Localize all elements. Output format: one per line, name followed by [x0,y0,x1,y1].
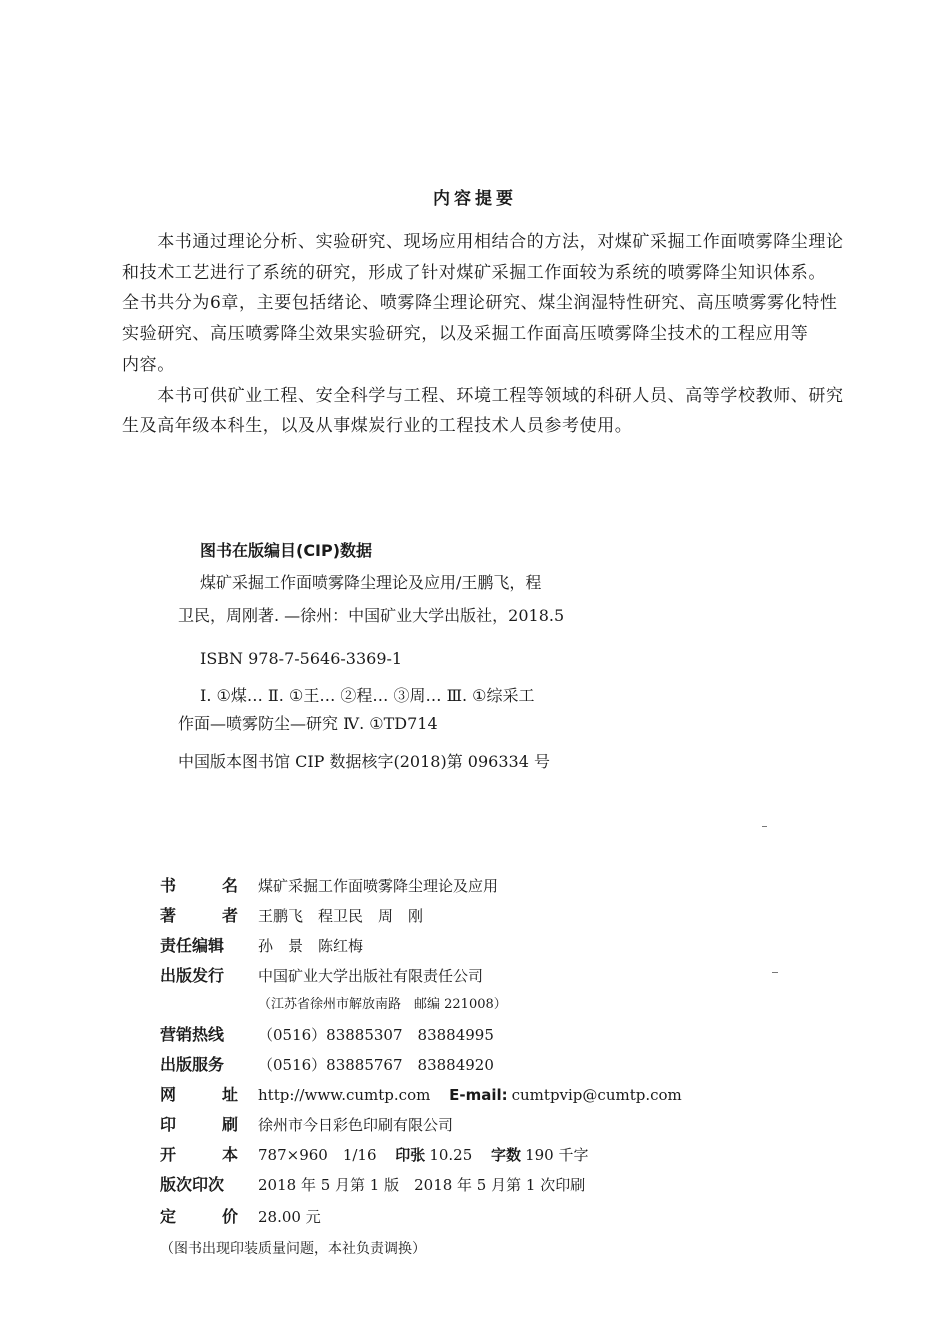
cip-line: 卫民，周刚著. —徐州：中国矿业大学出版社，2018.5 [178,606,565,625]
email-label: E-mail: [449,1086,508,1104]
price-value: 28.00 元 [258,1208,321,1226]
summary-line: 实验研究、高压喷雾降尘效果实验研究，以及采掘工作面高压喷雾降尘技术的工程应用等 [122,324,809,344]
sheets-value: 10.25 [429,1146,473,1164]
quality-footnote: （图书出现印装质量问题，本社负责调换） [160,1241,426,1257]
label-text: 刷 [221,1115,238,1134]
words-value: 190 千字 [525,1146,589,1164]
editors-value: 孙 景 陈红梅 [258,937,364,955]
authors-label [160,906,238,926]
publisher-value: 中国矿业大学出版社有限责任公司 [258,967,484,985]
label-text: 出版发行 [160,966,225,985]
book-name-label [160,876,238,896]
summary-line: 和技术工艺进行了系统的研究，形成了针对煤矿采掘工作面较为系统的喷雾降尘知识体系。 [122,263,826,283]
label-text: 者 [221,906,238,925]
label-text: 出版服务 [160,1055,225,1074]
publisher-address: （江苏省徐州市解放南路 邮编 221008） [258,997,507,1012]
cip-heading: 图书在版编目(CIP)数据 [200,541,373,560]
website-value [258,1085,682,1105]
website-label [160,1085,238,1105]
publish-service-label [160,1055,238,1075]
sheets-label: 印张 [395,1146,426,1164]
price-label [160,1207,238,1227]
edition-value: 2018 年 5 月第 1 版 2018 年 5 月第 1 次印刷 [258,1176,586,1194]
sales-hotline-value: （0516）83885307 83884995 [258,1026,494,1044]
summary-line: 本书可供矿业工程、安全科学与工程、环境工程等领域的科研人员、高等学校教师、研究 [122,386,844,406]
words-label: 字数 [491,1146,522,1164]
cip-line: 煤矿采掘工作面喷雾降尘理论及应用/王鹏飞，程 [200,573,542,592]
summary-title: 内容提要 [433,189,517,209]
sales-hotline-label [160,1025,238,1045]
label-text: 开 [160,1145,177,1164]
publish-service-value: （0516）83885767 83884920 [258,1056,494,1074]
book-name-value: 煤矿采掘工作面喷雾降尘理论及应用 [258,877,499,895]
scan-speck [772,972,778,973]
printer-value: 徐州市今日彩色印刷有限公司 [258,1116,454,1134]
label-text: 名 [221,876,238,895]
summary-line: 本书通过理论分析、实验研究、现场应用相结合的方法，对煤矿采掘工作面喷雾降尘理论 [122,232,844,252]
email-address[interactable]: cumtpvip@cumtp.com [511,1086,682,1104]
cip-line: 作面—喷雾防尘—研究 Ⅳ. ①TD714 [178,714,438,733]
label-text: 著 [160,906,177,925]
cip-number: 中国版本图书馆 CIP 数据核字(2018)第 096334 号 [178,752,550,771]
format-value [258,1145,588,1165]
summary-line: 内容。 [122,355,175,375]
publisher-label [160,966,238,986]
label-text: 责任编辑 [160,936,225,955]
editors-label [160,936,238,956]
label-text: 版次印次 [160,1175,225,1194]
format-label [160,1145,238,1165]
label-text: 营销热线 [160,1025,225,1044]
label-text: 本 [221,1145,238,1164]
cip-line: Ⅰ. ①煤… Ⅱ. ①王… ②程… ③周… Ⅲ. ①综采工 [200,686,535,705]
format-size: 787×960 1/16 [258,1146,377,1164]
authors-value: 王鹏飞 程卫民 周 刚 [258,907,424,925]
label-text: 书 [160,876,177,895]
summary-line: 全书共分为6章，主要包括绪论、喷雾降尘理论研究、煤尘润湿特性研究、高压喷雾雾化特性 [122,293,838,313]
label-text: 网 [160,1085,177,1104]
label-text: 价 [221,1207,238,1226]
label-text: 定 [160,1207,177,1226]
website-url[interactable]: http://www.cumtp.com [258,1086,431,1104]
label-text: 址 [221,1085,238,1104]
printer-label [160,1115,238,1135]
label-text: 印 [160,1115,177,1134]
edition-label [160,1175,238,1195]
scan-speck [762,826,767,827]
cip-isbn: ISBN 978-7-5646-3369-1 [200,649,403,668]
summary-line: 生及高年级本科生，以及从事煤炭行业的工程技术人员参考使用。 [122,416,633,436]
